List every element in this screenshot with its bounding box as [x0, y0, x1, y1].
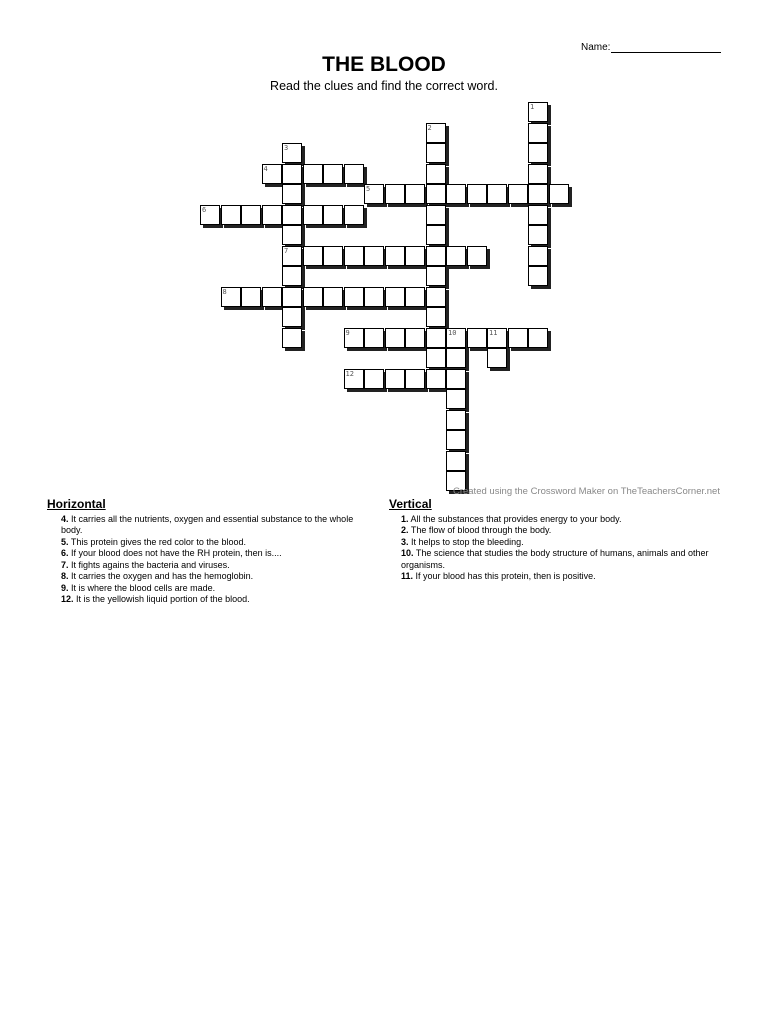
clue-item	[389, 548, 724, 571]
clue-text: If your blood does not have the RH protein, then is....	[71, 548, 282, 558]
clue-number: 11.	[401, 571, 414, 581]
crossword-cell[interactable]	[426, 266, 446, 286]
name-label: Name:	[581, 42, 611, 53]
clue-number: 8.	[61, 571, 69, 581]
crossword-cell[interactable]	[405, 369, 425, 389]
crossword-cell[interactable]	[446, 389, 466, 409]
crossword-cell[interactable]	[528, 205, 548, 225]
clue-text: It helps to stop the bleeding.	[411, 536, 524, 547]
crossword-cell[interactable]	[221, 205, 241, 225]
cell-number: 11	[489, 328, 498, 337]
crossword-cell[interactable]	[344, 164, 364, 184]
crossword-cell[interactable]	[405, 246, 425, 266]
clue-item	[47, 548, 365, 560]
clue-item	[47, 583, 365, 595]
crossword-cell[interactable]	[282, 143, 302, 163]
crossword-cell[interactable]	[446, 246, 466, 266]
clue-text: It carries the oxygen and has the hemoglobin.	[71, 571, 254, 581]
crossword-cell[interactable]	[426, 205, 446, 225]
crossword-cell[interactable]	[446, 451, 466, 471]
crossword-cell[interactable]	[446, 430, 466, 450]
crossword-cell[interactable]	[262, 287, 282, 307]
crossword-cell[interactable]	[426, 328, 446, 348]
clue-item	[47, 537, 365, 549]
crossword-cell[interactable]	[508, 328, 528, 348]
crossword-cell[interactable]	[385, 246, 405, 266]
clue-item	[47, 560, 365, 572]
clue-item	[47, 571, 365, 583]
clue-text: If your blood has this protein, then is positive.	[415, 571, 596, 581]
cell-number: 4	[263, 164, 268, 173]
crossword-cell[interactable]	[241, 287, 261, 307]
crossword-cell[interactable]	[426, 307, 446, 327]
crossword-cell[interactable]	[426, 164, 446, 184]
clue-text: The science that studies the body structure of humans, animals and other organisms.	[401, 548, 709, 570]
crossword-cell[interactable]	[282, 307, 302, 327]
crossword-cell[interactable]	[528, 328, 548, 348]
crossword-cell[interactable]	[385, 369, 405, 389]
clue-text: All the substances that provides energy to your body.	[410, 513, 622, 524]
clue-item	[47, 514, 365, 537]
crossword-cell[interactable]	[282, 287, 302, 307]
crossword-cell[interactable]	[344, 287, 364, 307]
clue-number: 10.	[401, 548, 414, 558]
cell-number: 3	[284, 144, 289, 152]
crossword-cell[interactable]	[467, 184, 487, 204]
horizontal-heading: Horizontal	[47, 497, 106, 511]
cell-number: 5	[366, 185, 371, 193]
crossword-cell[interactable]	[323, 205, 343, 225]
cell-number: 8	[222, 287, 227, 296]
crossword-cell[interactable]	[344, 205, 364, 225]
cell-number: 10	[448, 328, 457, 337]
crossword-cell[interactable]	[426, 225, 446, 245]
crossword-cell[interactable]	[282, 246, 302, 266]
crossword-cell[interactable]	[385, 287, 405, 307]
crossword-cell[interactable]	[528, 123, 548, 143]
clue-number: 9.	[61, 582, 69, 593]
crossword-cell[interactable]	[487, 184, 507, 204]
crossword-cell[interactable]	[426, 123, 446, 143]
crossword-cell[interactable]	[405, 328, 425, 348]
cell-number: 6	[202, 205, 207, 214]
crossword-cell[interactable]	[446, 348, 466, 368]
crossword-cell[interactable]	[426, 287, 446, 307]
crossword-cell[interactable]	[426, 143, 446, 163]
cell-number: 9	[345, 328, 350, 337]
clue-number: 5.	[61, 536, 69, 547]
crossword-cell[interactable]	[364, 287, 384, 307]
crossword-cell[interactable]	[282, 225, 302, 245]
crossword-cell[interactable]	[364, 328, 384, 348]
crossword-cell[interactable]	[364, 184, 384, 204]
crossword-cell[interactable]	[528, 246, 548, 266]
crossword-cell[interactable]	[528, 164, 548, 184]
clue-number: 7.	[61, 559, 69, 570]
crossword-cell[interactable]	[303, 205, 323, 225]
clue-text: This protein gives the red color to the blood.	[70, 536, 246, 547]
crossword-cell[interactable]	[528, 102, 548, 122]
crossword-cell[interactable]	[241, 205, 261, 225]
crossword-cell[interactable]	[282, 266, 302, 286]
worksheet-subtitle: Read the clues and find the correct word.	[270, 79, 498, 93]
clue-text: The flow of blood through the body.	[410, 525, 552, 535]
cell-number: 12	[345, 369, 354, 378]
crossword-cell[interactable]	[323, 164, 343, 184]
cell-number: 7	[284, 246, 289, 255]
cell-number: 1	[530, 103, 535, 111]
clue-number: 2.	[401, 525, 409, 535]
crossword-cell[interactable]	[446, 369, 466, 389]
crossword-cell[interactable]	[549, 184, 569, 204]
crossword-cell[interactable]	[262, 205, 282, 225]
crossword-cell[interactable]	[364, 369, 384, 389]
crossword-cell[interactable]	[344, 369, 364, 389]
crossword-cell[interactable]	[405, 184, 425, 204]
crossword-cell[interactable]	[426, 369, 446, 389]
crossword-cell[interactable]	[221, 287, 241, 307]
clue-item	[389, 571, 724, 583]
clue-item	[389, 537, 724, 549]
crossword-cell[interactable]	[282, 164, 302, 184]
crossword-cell[interactable]	[426, 246, 446, 266]
crossword-cell[interactable]	[487, 328, 507, 348]
cell-number: 2	[427, 123, 432, 132]
crossword-cell[interactable]	[446, 410, 466, 430]
crossword-cell[interactable]	[446, 184, 466, 204]
crossword-cell[interactable]	[303, 287, 323, 307]
clue-text: It fights agains the bacteria and viruses.	[71, 559, 230, 570]
crossword-cell[interactable]	[282, 328, 302, 348]
crossword-cell[interactable]	[344, 328, 364, 348]
worksheet-title: THE BLOOD	[322, 53, 446, 76]
crossword-cell[interactable]	[446, 328, 466, 348]
crossword-cell[interactable]	[385, 184, 405, 204]
crossword-cell[interactable]	[528, 143, 548, 163]
clue-text: It is the yellowish liquid portion of the blood.	[76, 594, 250, 604]
crossword-cell[interactable]	[323, 287, 343, 307]
clue-number: 3.	[401, 536, 409, 547]
crossword-cell[interactable]	[303, 246, 323, 266]
crossword-cell[interactable]	[385, 328, 405, 348]
clue-number: 6.	[61, 548, 69, 558]
credit-text: Created using the Crossword Maker on TheTeachersCorner.net	[452, 486, 720, 497]
crossword-cell[interactable]	[364, 246, 384, 266]
crossword-cell[interactable]	[344, 246, 364, 266]
crossword-cell[interactable]	[282, 184, 302, 204]
crossword-cell[interactable]	[323, 246, 343, 266]
crossword-cell[interactable]	[528, 184, 548, 204]
clue-item	[47, 594, 365, 606]
clue-item	[389, 525, 724, 537]
clue-text: It is where the blood cells are made.	[71, 582, 216, 593]
crossword-cell[interactable]	[467, 246, 487, 266]
crossword-cell[interactable]	[200, 205, 220, 225]
crossword-cell[interactable]	[405, 287, 425, 307]
crossword-cell[interactable]	[426, 348, 446, 368]
crossword-cell[interactable]	[467, 328, 487, 348]
clue-text: It carries all the nutrients, oxygen and essential substance to the whole body.	[61, 513, 354, 535]
clue-item	[389, 514, 724, 526]
crossword-cell[interactable]	[262, 164, 282, 184]
crossword-cell[interactable]	[508, 184, 528, 204]
clue-number: 1.	[401, 513, 409, 524]
crossword-cell[interactable]	[528, 225, 548, 245]
crossword-cell[interactable]	[303, 164, 323, 184]
crossword-grid	[0, 0, 768, 500]
clue-number: 12.	[61, 594, 74, 604]
vertical-heading: Vertical	[389, 497, 432, 511]
crossword-cell[interactable]	[282, 205, 302, 225]
crossword-cell[interactable]	[528, 266, 548, 286]
horizontal-clues	[47, 499, 365, 606]
vertical-clues	[389, 499, 724, 583]
clue-number: 4.	[61, 513, 69, 524]
crossword-cell[interactable]	[426, 184, 446, 204]
crossword-cell[interactable]	[487, 348, 507, 368]
